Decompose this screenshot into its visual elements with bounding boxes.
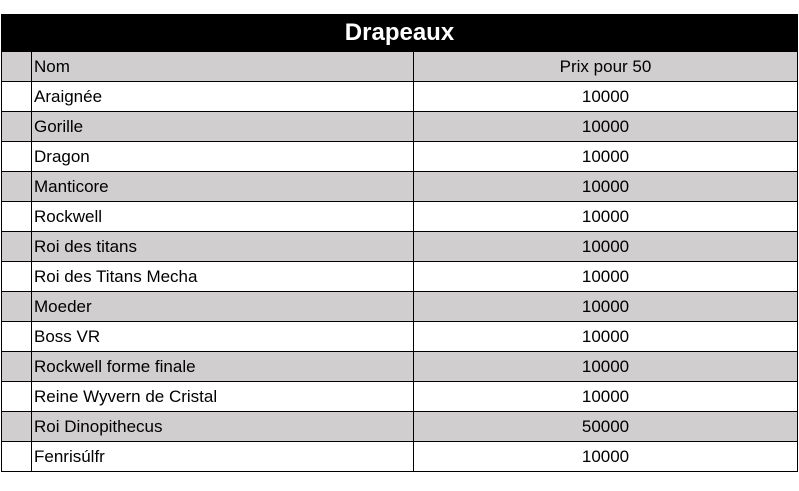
row-gutter-cell[interactable] bbox=[2, 172, 32, 202]
name-cell[interactable]: Dragon bbox=[32, 142, 414, 172]
price-cell[interactable]: 10000 bbox=[414, 382, 798, 412]
price-cell[interactable]: 10000 bbox=[414, 232, 798, 262]
table-row bbox=[2, 82, 798, 112]
row-gutter-cell[interactable] bbox=[2, 292, 32, 322]
row-gutter-cell[interactable] bbox=[2, 412, 32, 442]
price-cell[interactable]: 50000 bbox=[414, 412, 798, 442]
table-row bbox=[2, 412, 798, 442]
price-cell[interactable]: 10000 bbox=[414, 352, 798, 382]
table-row bbox=[2, 382, 798, 412]
price-cell[interactable]: 10000 bbox=[414, 112, 798, 142]
title-row bbox=[2, 15, 798, 52]
row-gutter-cell[interactable] bbox=[2, 142, 32, 172]
row-gutter-cell[interactable] bbox=[2, 322, 32, 352]
row-gutter-cell[interactable] bbox=[2, 352, 32, 382]
price-cell[interactable]: 10000 bbox=[414, 142, 798, 172]
table-row bbox=[2, 322, 798, 352]
name-cell[interactable]: Roi des Titans Mecha bbox=[32, 262, 414, 292]
name-cell[interactable]: Roi Dinopithecus bbox=[32, 412, 414, 442]
header-price-cell[interactable]: Prix pour 50 bbox=[414, 52, 798, 82]
row-gutter-cell[interactable] bbox=[2, 82, 32, 112]
price-cell[interactable]: 10000 bbox=[414, 322, 798, 352]
row-gutter-cell[interactable] bbox=[2, 442, 32, 472]
table-row bbox=[2, 112, 798, 142]
name-cell[interactable]: Manticore bbox=[32, 172, 414, 202]
table-row bbox=[2, 292, 798, 322]
name-cell[interactable]: Araignée bbox=[32, 82, 414, 112]
name-cell[interactable]: Gorille bbox=[32, 112, 414, 142]
name-cell[interactable]: Rockwell forme finale bbox=[32, 352, 414, 382]
header-row bbox=[2, 52, 798, 82]
table-row bbox=[2, 232, 798, 262]
price-cell[interactable]: 10000 bbox=[414, 202, 798, 232]
table-row bbox=[2, 352, 798, 382]
price-cell[interactable]: 10000 bbox=[414, 82, 798, 112]
table-row bbox=[2, 442, 798, 472]
price-cell[interactable]: 10000 bbox=[414, 262, 798, 292]
row-gutter-cell[interactable] bbox=[2, 262, 32, 292]
price-cell[interactable]: 10000 bbox=[414, 172, 798, 202]
price-cell[interactable]: 10000 bbox=[414, 442, 798, 472]
name-cell[interactable]: Reine Wyvern de Cristal bbox=[32, 382, 414, 412]
header-name-cell[interactable]: Nom bbox=[32, 52, 414, 82]
row-gutter-cell[interactable] bbox=[2, 202, 32, 232]
name-cell[interactable]: Fenrisúlfr bbox=[32, 442, 414, 472]
row-gutter-cell[interactable] bbox=[2, 112, 32, 142]
name-cell[interactable]: Rockwell bbox=[32, 202, 414, 232]
drapeaux-table bbox=[1, 14, 798, 472]
table-row bbox=[2, 142, 798, 172]
row-gutter-cell[interactable] bbox=[2, 232, 32, 262]
name-cell[interactable]: Moeder bbox=[32, 292, 414, 322]
table-title[interactable]: Drapeaux bbox=[2, 15, 798, 52]
table-row bbox=[2, 202, 798, 232]
table-body bbox=[2, 15, 798, 472]
row-gutter-cell[interactable] bbox=[2, 52, 32, 82]
name-cell[interactable]: Boss VR bbox=[32, 322, 414, 352]
row-gutter-cell[interactable] bbox=[2, 382, 32, 412]
price-cell[interactable]: 10000 bbox=[414, 292, 798, 322]
table-row bbox=[2, 172, 798, 202]
table-row bbox=[2, 262, 798, 292]
name-cell[interactable]: Roi des titans bbox=[32, 232, 414, 262]
